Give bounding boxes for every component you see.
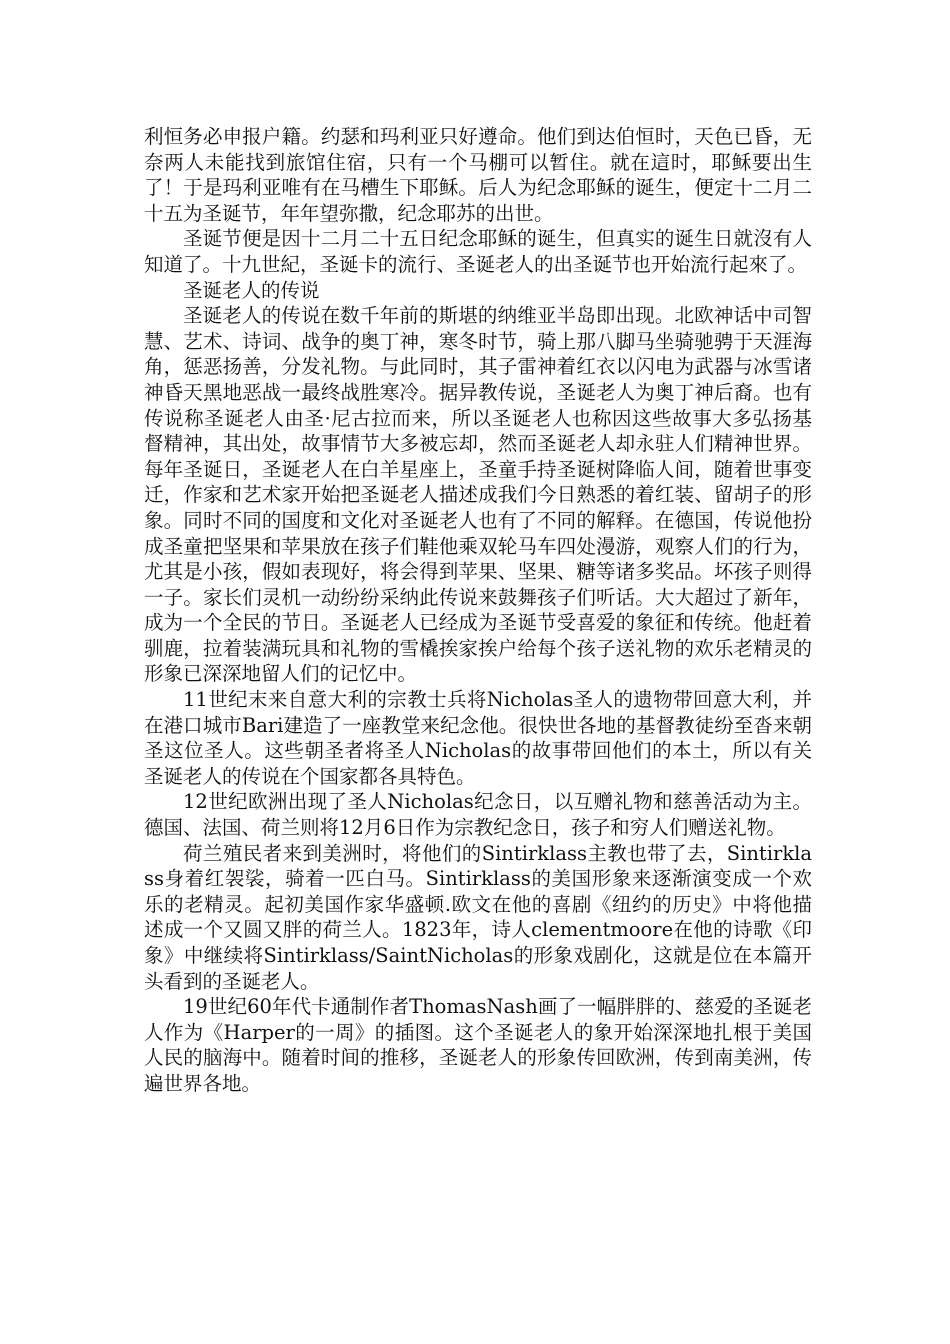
document-body bbox=[144, 124, 812, 1097]
paragraph-nativity-continued: 利恒务必申报户籍。约瑟和玛利亚只好遵命。他们到达伯恒时，天色已昏，无奈两人未能找到旅馆住宿，只有一个马棚可以暂住。就在這时，耶稣要出生了！于是玛利亚唯有在马槽生下耶稣。后人为纪念耶稣的诞生，便定十二月二十五为圣诞节，年年望弥撒，纪念耶苏的出世。 bbox=[144, 125, 812, 225]
paragraph-11th-century: 11世纪末来自意大利的宗教士兵将Nicholas圣人的遗物带回意大利，并在港口城市Bari建造了一座教堂来纪念他。很快世各地的基督教徒纷至沓来朝圣这位圣人。这些朝圣者将圣人Nicholas的故事带回他们的本土，所以有关圣诞老人的传说在个国家都各具特色。 bbox=[144, 688, 812, 788]
section-heading-santa-legend: 圣诞老人的传说 bbox=[183, 278, 320, 302]
paragraph-19th-century: 19世纪60年代卡通制作者ThomasNash画了一幅胖胖的、慈爱的圣诞老人作为《Harper的一周》的插图。这个圣诞老人的象开始深深地扎根于美国人民的脑海中。随着时间的推移，圣诞老人的形象传回欧洲，传到南美洲，传遍世界各地。 bbox=[144, 995, 812, 1095]
paragraph-dutch-colonists: 荷兰殖民者来到美洲时，将他们的Sintirklass主教也带了去，Sintirklass身着红袈裟，骑着一匹白马。Sintirklass的美国形象来逐渐演变成一个欢乐的老精灵。起初美国作家华盛顿.欧文在他的喜剧《纽约的历史》中将他描述成一个又圆又胖的荷兰人。1823年，诗人clementmoore在他的诗歌《印象》中继续将Sintirklass/SaintNicholas的形象戏剧化，这就是位在本篇开头看到的圣诞老人。 bbox=[144, 841, 812, 993]
paragraph-christmas-origin: 圣诞节便是因十二月二十五日纪念耶稣的诞生，但真实的诞生日就沒有人知道了。十九世紀，圣诞卡的流行、圣诞老人的出圣诞节也开始流行起來了。 bbox=[144, 227, 812, 276]
paragraph-12th-century: 12世纪欧洲出现了圣人Nicholas纪念日，以互赠礼物和慈善活动为主。德国、法国、荷兰则将12月6日作为宗教纪念日，孩子和穷人们赠送礼物。 bbox=[144, 790, 812, 840]
paragraph-santa-legend: 圣诞老人的传说在数千年前的斯堪的纳维亚半岛即出现。北欧神话中司智慧、艺术、诗词、战争的奥丁神，寒冬时节，骑上那八脚马坐骑驰骋于天涯海角，惩恶扬善，分发礼物。与此同时，其子雷神着红衣以闪电为武器与冰雪诸神昏天黑地恶战一最终战胜寒冷。据异教传说，圣诞老人为奥丁神后裔。也有传说称圣诞老人由圣·尼古拉而来，所以圣诞老人也称因这些故事大多弘扬基督精神，其出处，故事情节大多被忘却，然而圣诞老人却永驻人们精神世界。每年圣诞日，圣诞老人在白羊星座上，圣童手持圣诞树降临人间，随着世事变迁，作家和艺术家开始把圣诞老人描述成我们今日熟悉的着红装、留胡子的形象。同时不同的国度和文化对圣诞老人也有了不同的解释。在德国，传说他扮成圣童把坚果和苹果放在孩子们鞋他乘双轮马车四处漫游，观察人们的行为，尤其是小孩，假如表现好，将会得到苹果、坚果、糖等诸多奖品。坏孩子则得一子。家长们灵机一动纷纷采纳此传说来鼓舞孩子们听话。大大超过了新年，成为一个全民的节日。圣诞老人已经成为圣诞节受喜爱的象征和传统。他赶着驯鹿，拉着装满玩具和礼物的雪橇挨家挨户给每个孩子送礼物的欢乐老精灵的形象已深深地留人们的记忆中。 bbox=[144, 304, 812, 686]
